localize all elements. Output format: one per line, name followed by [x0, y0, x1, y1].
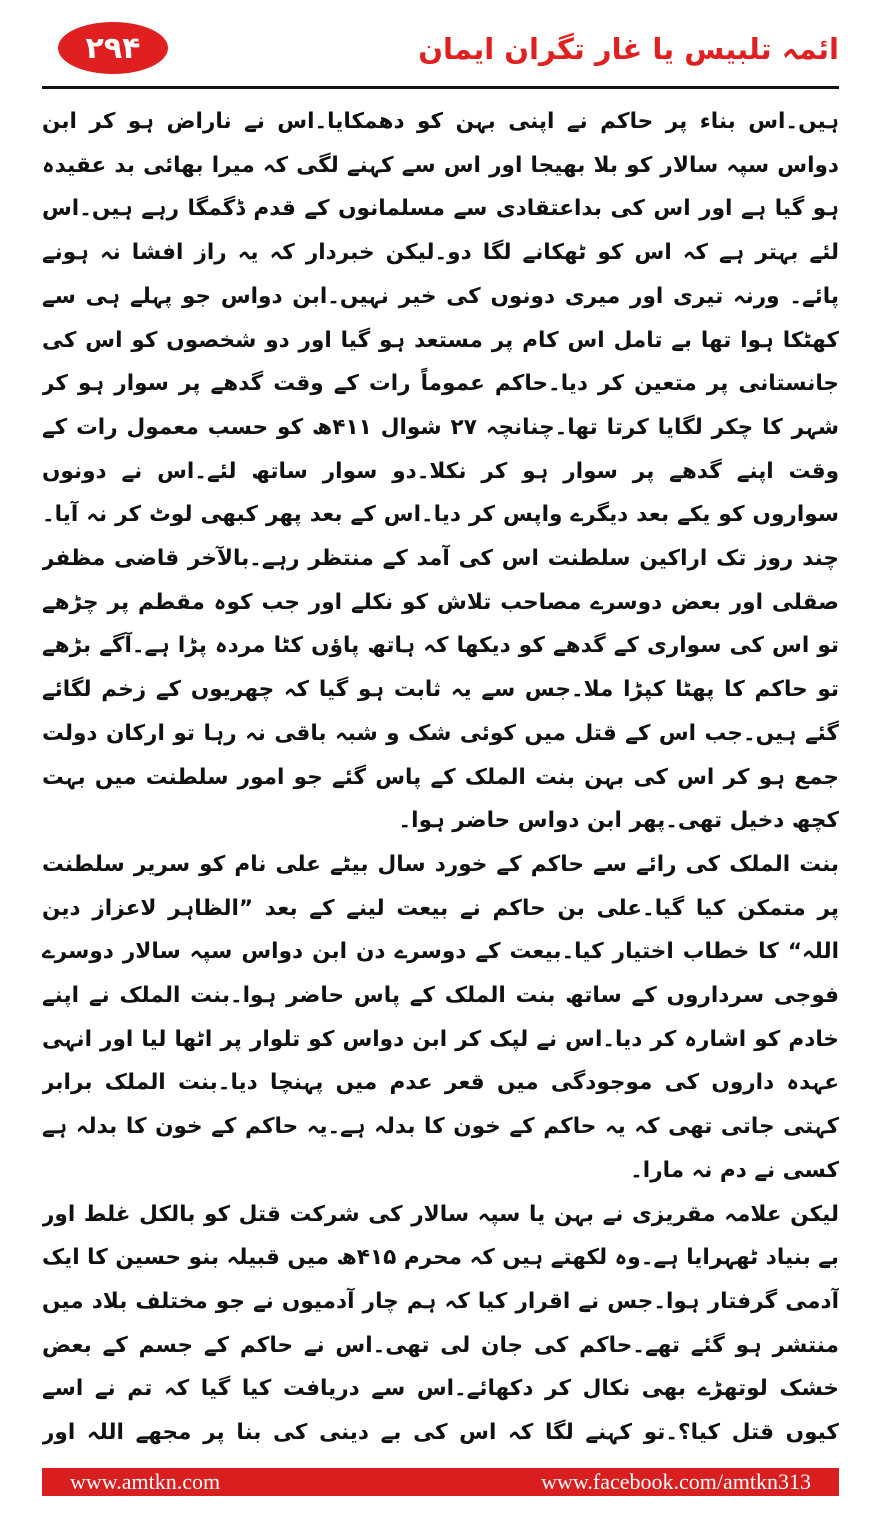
- book-title: ائمہ تلبیس یا غار تگران ایمان: [418, 32, 839, 66]
- body-text: [42, 100, 839, 1454]
- website-link[interactable]: www.amtkn.com: [70, 1469, 221, 1494]
- header-divider: [42, 86, 839, 89]
- page-number: ۲۹۴: [85, 30, 141, 66]
- paragraph-1: ہیں۔اس بناء پر حاکم نے اپنی بہن کو دھمکایا۔اس نے ناراض ہو کر ابن دواس سپہ سالار کو بلا بھیجا اور اس سے کہنے لگی کہ میرا بھائی بد عقیدہ ہو گیا ہے اور اس کی بداعتقادی سے مسلمانوں کے قدم ڈگمگا رہے ہیں۔اس لئے بہتر ہے کہ اس کو ٹھکانے لگا دو۔لیکن خبردار کہ یہ راز افشا نہ ہونے پائے۔ ورنہ تیری اور میری دونوں کی خیر نہیں۔ابن دواس جو پہلے ہی سے کھٹکا ہوا تھا بے تامل اس کام پر مستعد ہو گیا اور دو شخصوں کو اس کی جانستانی پر متعین کر دیا۔حاکم عموماً رات کے وقت گدھے پر سوار ہو کر شہر کا چکر لگایا کرتا تھا۔چنانچہ ۲۷ شوال ۴۱۱ھ کو حسب معمول رات کے وقت اپنے گدھے پر سوار ہو کر نکلا۔دو سوار ساتھ لئے۔اس نے دونوں سواروں کو یکے بعد دیگرے واپس کر دیا۔اس کے بعد پھر کبھی لوٹ کر نہ آیا۔چند روز تک اراکین سلطنت اس کی آمد کے منتظر رہے۔بالآخر قاضی مظفر صقلی اور بعض دوسرے مصاحب تلاش کو نکلے اور جب کوہ مقطم پر چڑھے تو اس کی سواری کے گدھے کو دیکھا کہ ہاتھ پاؤں کٹا مردہ پڑا ہے۔آگے بڑھے تو حاکم کا پھٹا کپڑا ملا۔جس سے یہ ثابت ہو گیا کہ چھریوں کے زخم لگائے گئے ہیں۔جب اس کے قتل میں کوئی شک و شبہ باقی نہ رہا تو ارکان دولت جمع ہو کر اس کی بہن بنت الملک کے پاس گئے جو امور سلطنت میں بہت کچھ دخیل تھی۔پھر ابن دواس حاضر ہوا۔: [42, 109, 839, 834]
- page-number-badge: [58, 22, 168, 74]
- paragraph-2: بنت الملک کی رائے سے حاکم کے خورد سال بیٹے علی نام کو سریر سلطنت پر متمکن کیا گیا۔علی بن حاکم نے بیعت لینے کے بعد ”الظاہر لاعزاز دین اللہ“ کا خطاب اختیار کیا۔بیعت کے دوسرے دن ابن دواس سپہ سالار دوسرے فوجی سرداروں کے ساتھ بنت الملک کے پاس حاضر ہوا۔بنت الملک نے اپنے خادم کو اشارہ کر دیا۔اس نے لپک کر ابن دواس کو تلوار پر اٹھا لیا اور انہی عہدہ داروں کی موجودگی میں قعر عدم میں پہنچا دیا۔بنت الملک برابر کہتی جاتی تھی کہ یہ حاکم کے خون کا بدلہ ہے۔یہ حاکم کے خون کا بدلہ ہے کسی نے دم نہ مارا۔: [42, 851, 839, 1183]
- paragraph-3: لیکن علامہ مقریزی نے بہن یا سپہ سالار کی شرکت قتل کو بالکل غلط اور بے بنیاد ٹھہرایا ہے۔وہ لکھتے ہیں کہ محرم ۴۱۵ھ میں قبیلہ بنو حسین کا ایک آدمی گرفتار ہوا۔جس نے اقرار کیا کہ ہم چار آدمیوں نے جو مختلف بلاد میں منتشر ہو گئے تھے۔حاکم کی جان لی تھی۔اس نے حاکم کے جسم کے بعض خشک لوتھڑے بھی نکال کر دکھائے۔اس سے دریافت کیا گیا کہ تم نے اسے کیوں قتل کیا؟۔تو کہنے لگا کہ اس کی بے دینی کی بنا پر مجھے اللہ اور: [42, 1201, 839, 1446]
- footer-bar: [42, 1468, 839, 1496]
- facebook-link[interactable]: www.facebook.com/amtkn313: [541, 1469, 811, 1494]
